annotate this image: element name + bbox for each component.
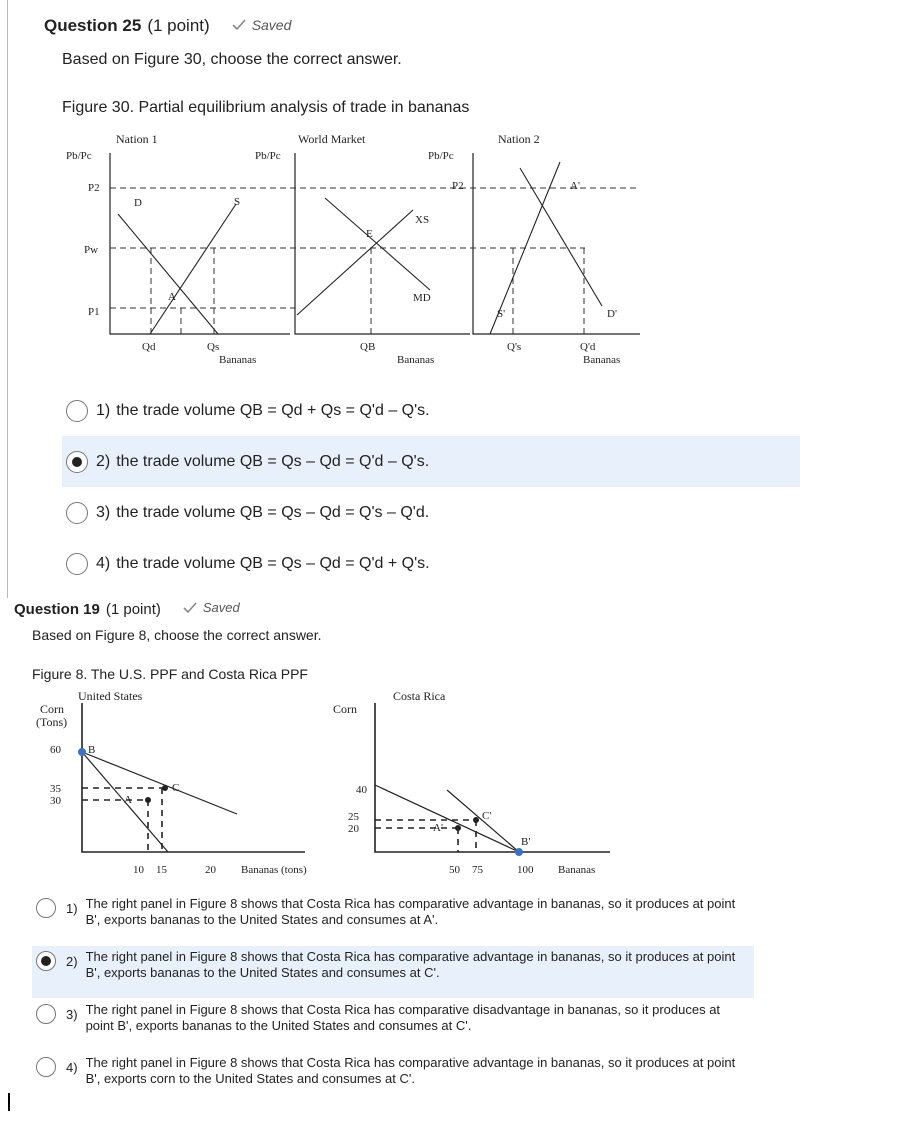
p2-curve-label: P2 [452, 180, 464, 192]
option-text: the trade volume QB = Qs – Qd = Q'd + Q's. [116, 554, 430, 572]
point-a-label: A [168, 291, 176, 303]
point-c-prime-label: C' [482, 810, 492, 822]
option-number: 2) [96, 452, 111, 470]
cr-xtick-75: 75 [472, 864, 483, 876]
us-ytick-35: 35 [50, 783, 61, 795]
option-number: 1) [96, 401, 111, 419]
figure-30-diagram [0, 124, 908, 374]
q25-option-2[interactable] [62, 436, 800, 487]
costa-rica-panel-title: Costa Rica [393, 689, 446, 703]
figure-8-diagram [0, 684, 908, 884]
question-19-prompt: Based on Figure 8, choose the correct answer. [32, 627, 322, 643]
option-text: the trade volume QB = Qs – Qd = Q's – Q'd. [116, 503, 430, 521]
radio-button[interactable] [36, 898, 56, 918]
radio-button[interactable] [66, 502, 88, 524]
text-cursor [8, 1093, 10, 1111]
cr-ylabel: Corn [333, 702, 357, 716]
us-xlabel: Bananas (tons) [241, 864, 307, 876]
question-25-title: Question 25 [44, 16, 142, 35]
figure-30-title: Figure 30. Partial equilibrium analysis of trade in bananas [62, 99, 470, 116]
option-text: The right panel in Figure 8 shows that Costa Rica has comparative disadvantage in bananas, so it produces at point B', exports bananas to the United States and consumes at C'. [85, 1002, 721, 1033]
nation1-title: Nation 1 [116, 132, 158, 146]
md-curve-label: MD [413, 292, 431, 304]
question-25-prompt: Based on Figure 30, choose the correct answer. [62, 51, 402, 68]
world-market-title: World Market [298, 132, 366, 146]
question-19-points: (1 point) [105, 600, 161, 618]
q19-option-3[interactable] [32, 999, 754, 1051]
cr-xlabel: Bananas [558, 864, 596, 876]
question-19-title: Question 19 [14, 600, 100, 618]
option-number: 4) [66, 1060, 78, 1075]
demand-prime-label: D' [607, 308, 617, 320]
nation1-ylabel: Pb/Pc [66, 150, 92, 162]
point-b-label: B [88, 744, 96, 756]
nation2-xlabel: Bananas [583, 354, 621, 366]
question-25-header [44, 16, 291, 36]
qty-qd-label: Qd [142, 341, 156, 353]
price-pw-label: Pw [84, 244, 99, 256]
us-xtick-15: 15 [156, 864, 167, 876]
cr-ytick-20: 20 [348, 823, 359, 835]
qty-q2d-label: Q'd [580, 341, 596, 353]
radio-button-selected[interactable] [36, 951, 56, 971]
option-text: the trade volume QB = Qs – Qd = Q'd – Q's. [116, 452, 430, 470]
point-a-prime-label: A' [433, 822, 443, 834]
us-ylabel-line1: Corn [40, 702, 64, 716]
option-number: 3) [96, 503, 111, 521]
qty-qs-label: Qs [207, 341, 220, 353]
radio-button-selected[interactable] [66, 451, 88, 473]
world-xlabel: Bananas [397, 354, 435, 366]
q25-option-3[interactable] [62, 487, 800, 538]
price-p1-label: P1 [88, 306, 100, 318]
cr-ytick-25: 25 [348, 811, 359, 823]
point-a-label: A [124, 794, 132, 806]
supply-curve-label: S [234, 196, 241, 208]
us-xtick-10: 10 [133, 864, 144, 876]
price-p2-label: P2 [88, 182, 100, 194]
cr-xtick-100: 100 [517, 864, 534, 876]
q19-option-2[interactable] [32, 946, 754, 998]
saved-label: Saved [202, 600, 240, 615]
option-number: 3) [66, 1007, 78, 1022]
figure-8-title: Figure 8. The U.S. PPF and Costa Rica PPF [32, 666, 308, 682]
point-c-label: C [172, 782, 180, 794]
option-text: the trade volume QB = Qd + Qs = Q'd – Q's. [116, 401, 430, 419]
us-ytick-30: 30 [50, 795, 61, 807]
xs-curve-label: XS [415, 214, 430, 226]
radio-button[interactable] [66, 553, 88, 575]
question-25-saved-status [232, 17, 292, 33]
radio-button[interactable] [66, 400, 88, 422]
point-e-label: E [366, 228, 373, 240]
option-number: 2) [66, 954, 78, 969]
us-ytick-60: 60 [50, 744, 61, 756]
option-text: The right panel in Figure 8 shows that Costa Rica has comparative advantage in bananas, so it produces at point B', exports bananas to the United States and consumes at A'. [85, 896, 736, 927]
us-ylabel-line2: (Tons) [36, 715, 68, 729]
qty-q2s-label: Q's [507, 341, 522, 353]
supply-prime-label: S' [497, 308, 506, 320]
q25-option-4[interactable] [62, 538, 800, 589]
world-ylabel: Pb/Pc [255, 150, 281, 162]
point-a-prime-label: A' [570, 180, 580, 192]
question-25-points: (1 point) [147, 16, 210, 35]
q25-option-1[interactable] [62, 385, 800, 436]
cr-ytick-40: 40 [356, 784, 367, 796]
us-xtick-20: 20 [205, 864, 216, 876]
question-19-saved-status [183, 600, 240, 615]
question-19-header [14, 600, 240, 618]
cr-xtick-50: 50 [449, 864, 460, 876]
demand-curve-label: D [134, 197, 142, 209]
radio-button[interactable] [36, 1004, 56, 1024]
us-panel-title: United States [78, 689, 143, 703]
option-number: 4) [96, 554, 111, 572]
saved-label: Saved [251, 17, 292, 33]
nation1-xlabel: Bananas [219, 354, 257, 366]
qty-qb-label: QB [360, 341, 376, 353]
option-number: 1) [66, 901, 78, 916]
nation2-title: Nation 2 [498, 132, 540, 146]
q19-option-1[interactable] [32, 893, 754, 945]
radio-button[interactable] [36, 1057, 56, 1077]
checkmark-icon [183, 602, 197, 614]
option-text: The right panel in Figure 8 shows that Costa Rica has comparative advantage in bananas, so it produces at point B', exports corn to the United States and consumes at C'. [85, 1055, 736, 1086]
option-text: The right panel in Figure 8 shows that Costa Rica has comparative advantage in bananas, so it produces at point B', exports bananas to the United States and consumes at C'. [85, 949, 736, 980]
point-b-prime-label: B' [521, 836, 531, 848]
checkmark-icon [232, 19, 246, 31]
nation2-ylabel: Pb/Pc [428, 150, 454, 162]
q19-option-4[interactable] [32, 1052, 754, 1104]
